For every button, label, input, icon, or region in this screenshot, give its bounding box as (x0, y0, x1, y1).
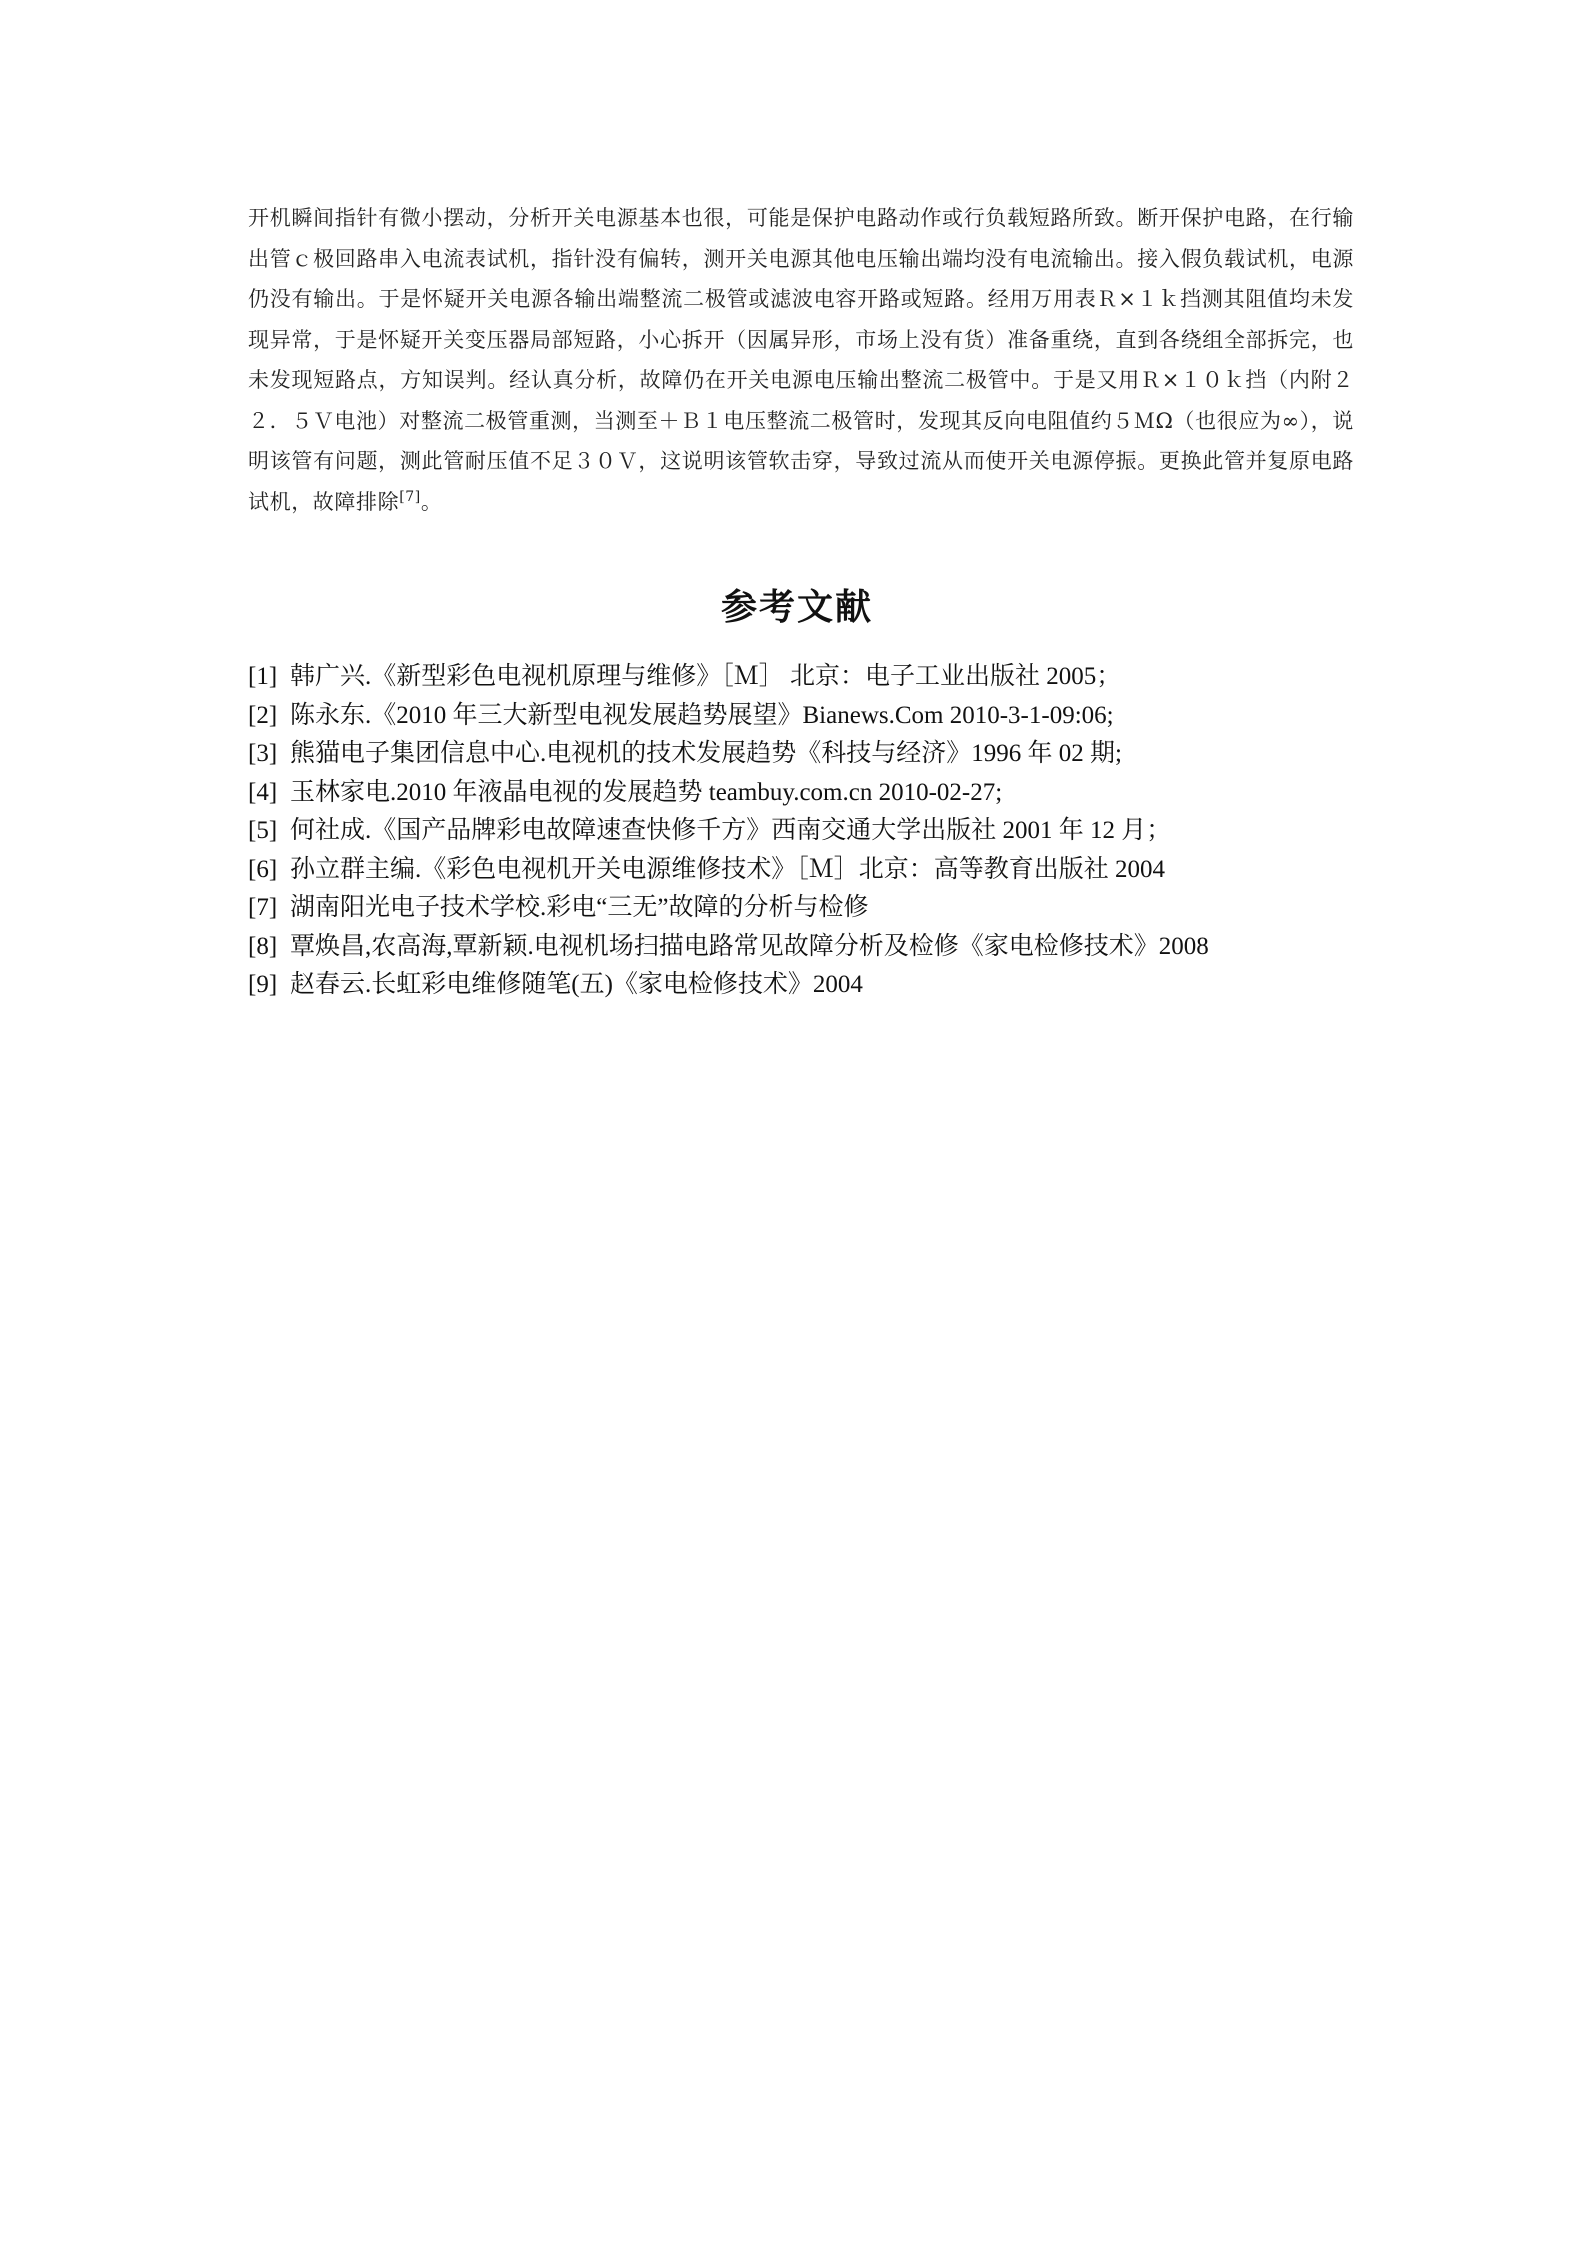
reference-item (248, 735, 1358, 774)
reference-text: 赵春云.长虹彩电维修随笔(五)《家电检修技术》2004 (290, 971, 863, 998)
reference-number: [7] (248, 894, 278, 921)
reference-item (248, 928, 1358, 967)
reference-number: [3] (248, 740, 278, 767)
body-paragraph-ending: 。 (420, 489, 443, 514)
body-paragraph-text: 开机瞬间指针有微小摆动，分析开关电源基本也很，可能是保护电路动作或行负载短路所致。断开保护电路，在行输出管ｃ极回路串入电流表试机，指针没有偏转，测开关电源其他电压输出端均没有电流输出。接入假负载试机，电源仍没有输出。于是怀疑开关电源各输出端整流二极管或滤波电容开路或短路。经用万用表Ｒ×１ｋ挡测其阻值均未发现异常，于是怀疑开关变压器局部短路，小心拆开（因属异形，市场上没有货）准备重绕，直到各绕组全部拆完，也未发现短路点，方知误判。经认真分析，故障仍在开关电源电压输出整流二极管中。于是又用Ｒ×１０ｋ挡（内附２２．５Ｖ电池）对整流二极管重测，当测至＋Ｂ１电压整流二极管时，发现其反向电阻值约５ＭΩ（也很应为∞），说明该管有问题，测此管耐压值不足３０Ｖ，这说明该管软击穿，导致过流从而使开关电源停振。更换此管并复原电路试机，故障排除 (248, 206, 1354, 514)
reference-item (248, 658, 1358, 697)
reference-text: 陈永东.《2010 年三大新型电视发展趋势展望》Bianews.Com 2010-3-1-09:06; (290, 701, 1114, 729)
reference-text: 何社成.《国产品牌彩电故障速查快修千方》西南交通大学出版社 2001 年 12 月； (290, 817, 1172, 844)
reference-item (248, 812, 1358, 851)
reference-text: 熊猫电子集团信息中心.电视机的技术发展趋势《科技与经济》1996 年 02 期; (290, 740, 1122, 767)
citation-superscript: [7] (399, 488, 421, 505)
reference-item (248, 697, 1358, 736)
reference-number: [1] (248, 663, 278, 690)
reference-text: 孙立群主编.《彩色电视机开关电源维修技术》［Ｍ］北京：高等教育出版社 2004 (290, 855, 1166, 883)
body-paragraph (248, 198, 1354, 522)
reference-text: 玉林家电.2010 年液晶电视的发展趋势 teambuy.com.cn 2010-02-27; (290, 778, 1003, 806)
reference-item (248, 851, 1358, 890)
reference-number: [2] (248, 701, 278, 729)
reference-number: [5] (248, 817, 278, 844)
reference-text: 韩广兴.《新型彩色电视机原理与维修》［Ｍ］ 北京：电子工业出版社 2005； (290, 663, 1122, 690)
reference-item (248, 966, 1358, 1005)
reference-number: [6] (248, 855, 278, 883)
reference-text: 湖南阳光电子技术学校.彩电“三无”故障的分析与检修 (290, 894, 869, 921)
references-heading: 参考文献 (720, 587, 873, 628)
reference-number: [4] (248, 778, 278, 806)
reference-number: [8] (248, 932, 278, 960)
reference-item (248, 774, 1358, 813)
reference-number: [9] (248, 971, 278, 998)
references-list (248, 658, 1358, 1005)
reference-text: 覃焕昌,农高海,覃新颖.电视机场扫描电路常见故障分析及检修《家电检修技术》2008 (290, 932, 1209, 960)
reference-item (248, 889, 1358, 928)
